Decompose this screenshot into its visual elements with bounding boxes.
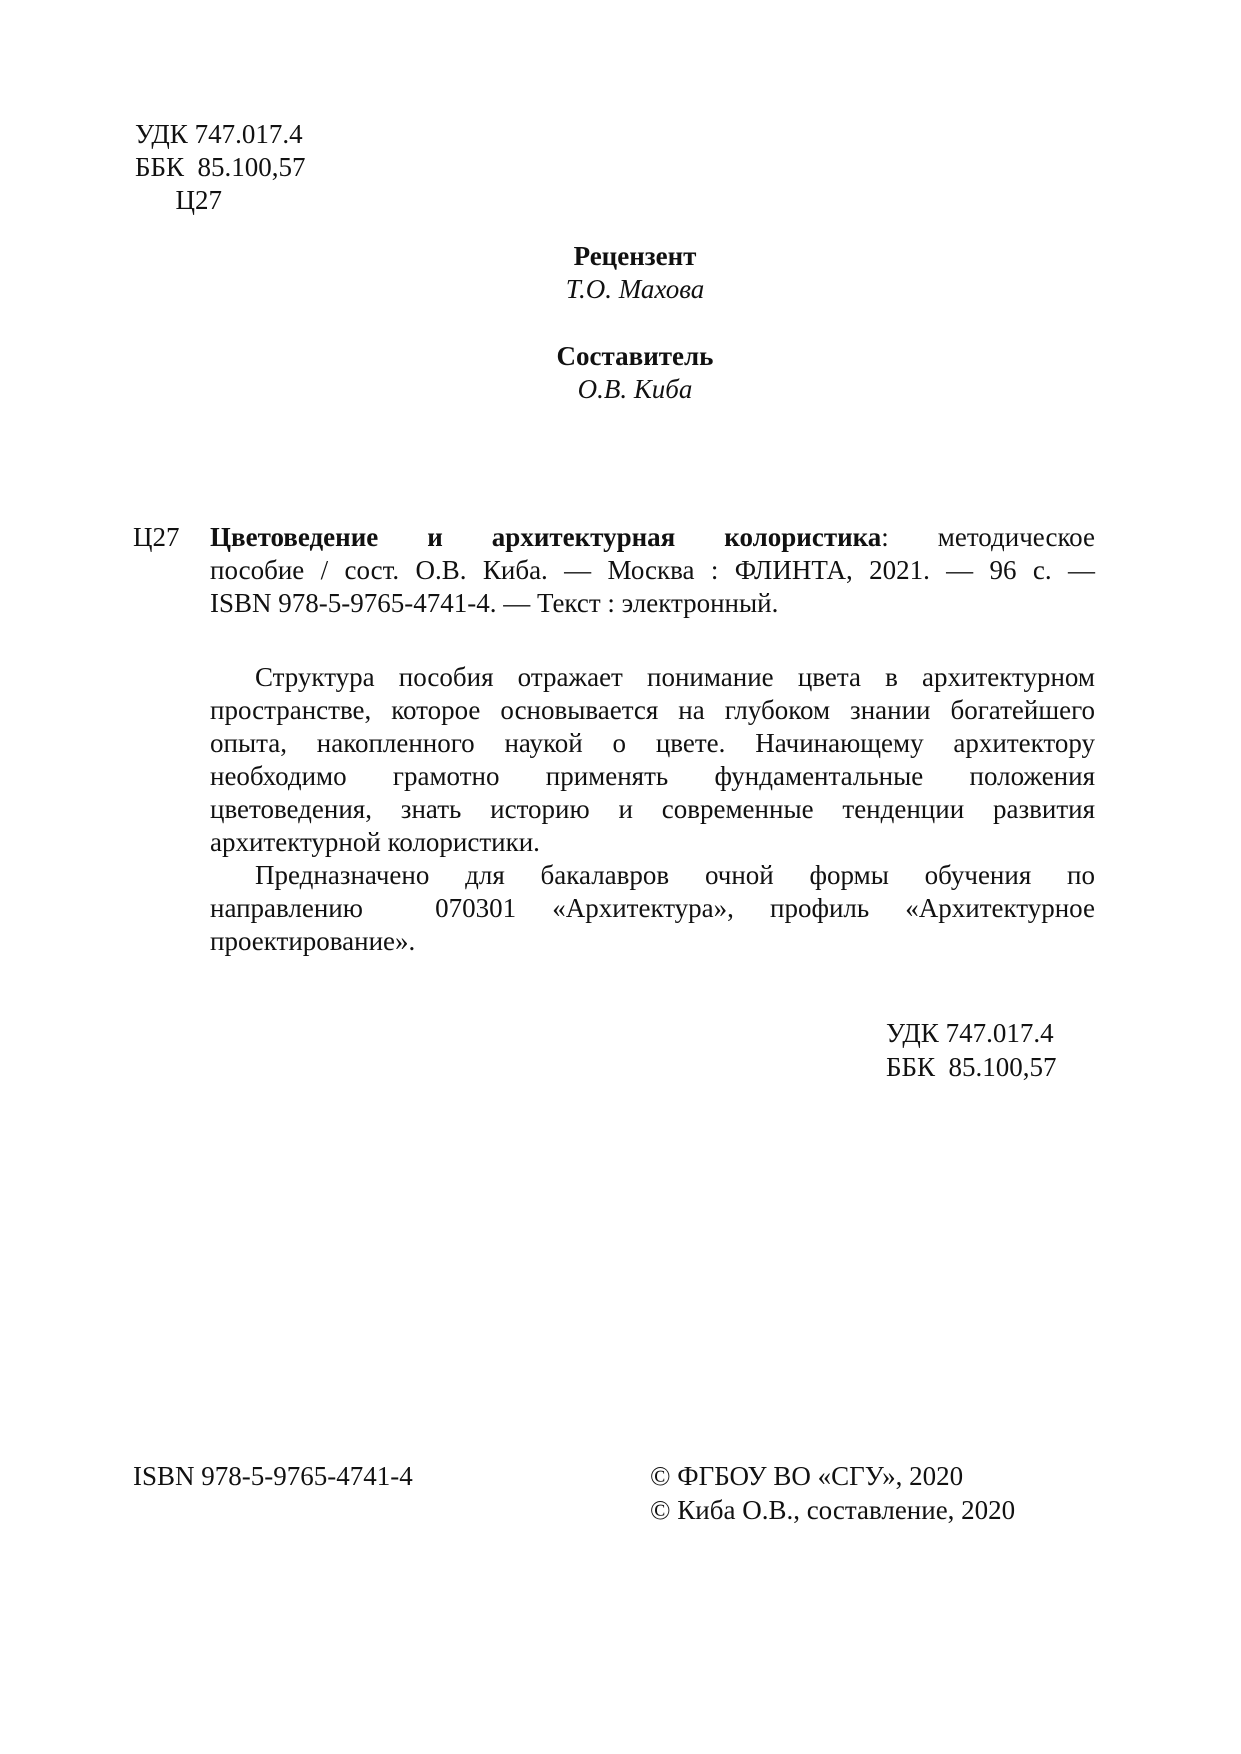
udk-code: УДК 747.017.4 bbox=[135, 119, 303, 149]
annotation-line: направлению 070301 «Архитектура», профиль «Архитектурное bbox=[210, 893, 1095, 923]
entry-line-2: пособие / сост. О.В. Киба. — Москва : ФЛИНТА, 2021. — 96 с. — bbox=[210, 555, 1095, 585]
annotation-paragraph-2 bbox=[210, 859, 1095, 958]
annotation-line: цветоведения, знать историю и современные тенденции развития bbox=[210, 794, 1095, 824]
bbk-code-bottom: ББК 85.100,57 bbox=[886, 1052, 1057, 1082]
bbk-code: ББК 85.100,57 bbox=[135, 152, 306, 182]
annotation-line: Предназначено для бакалавров очной формы обучения по bbox=[255, 860, 1095, 890]
udk-code-bottom: УДК 747.017.4 bbox=[886, 1018, 1054, 1048]
annotation-line: архитектурной колористики. bbox=[210, 827, 540, 857]
annotation-line: пространстве, которое основывается на глубоком знании богатейшего bbox=[210, 695, 1095, 725]
entry-line-3: ISBN 978-5-9765-4741-4. — Текст : электронный. bbox=[210, 588, 779, 618]
annotation-line: необходимо грамотно применять фундаментальные положения bbox=[210, 761, 1095, 791]
entry-index: Ц27 bbox=[133, 522, 180, 552]
reviewer-heading: Рецензент bbox=[573, 241, 697, 271]
classification-block-top bbox=[135, 118, 306, 217]
entry-type: : методическое bbox=[881, 522, 1095, 552]
compiler-heading: Составитель bbox=[556, 341, 714, 371]
compiler-name: О.В. Киба bbox=[577, 374, 693, 404]
copyright-block bbox=[650, 1460, 1015, 1528]
annotation-line: Структура пособия отражает понимание цвета в архитектурном bbox=[255, 662, 1095, 692]
annotation-line: проектирование». bbox=[210, 926, 416, 956]
copyright-compiler: © Киба О.В., составление, 2020 bbox=[650, 1495, 1016, 1525]
isbn: ISBN 978-5-9765-4741-4 bbox=[133, 1461, 413, 1491]
entry-line-1 bbox=[210, 521, 1095, 554]
copyright-publisher: © ФГБОУ ВО «СГУ», 2020 bbox=[650, 1461, 964, 1491]
entry-title: Цветоведение и архитектурная колористика bbox=[210, 522, 882, 552]
reviewer-block bbox=[435, 240, 835, 306]
compiler-block bbox=[435, 340, 835, 406]
annotation-line: опыта, накопленного наукой о цвете. Начинающему архитектору bbox=[210, 728, 1095, 758]
bibliographic-entry bbox=[210, 521, 1095, 620]
reviewer-name: Т.О. Махова bbox=[565, 274, 705, 304]
author-mark: Ц27 bbox=[135, 185, 222, 215]
annotation-paragraph-1 bbox=[210, 661, 1095, 859]
classification-block-bottom bbox=[886, 1017, 1057, 1085]
